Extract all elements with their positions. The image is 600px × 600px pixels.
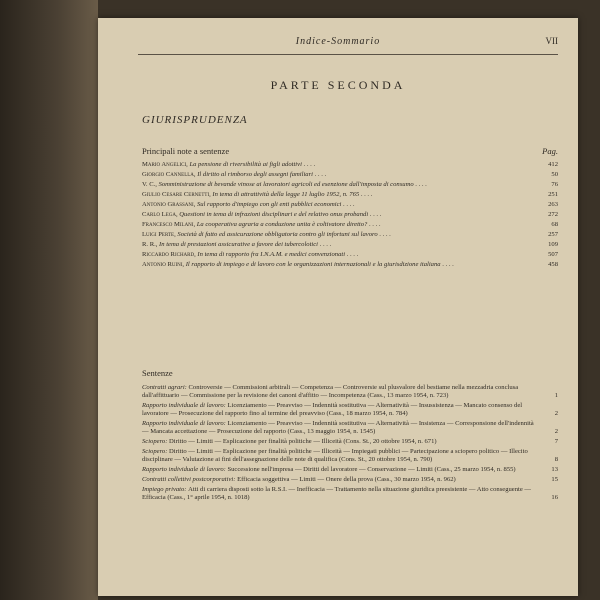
sentenza-text: Licenziamento — Preavviso — Indennità sostitutiva — Alternatività — Insistenza — Corresponsione dell'indennità — Mancata accettazione — Prosecuzione del rapporto (Cass., 13 maggio 1954, n. 1545) bbox=[142, 420, 534, 435]
note-page: 251 bbox=[548, 191, 558, 198]
sentenza-category: Rapporto individuale di lavoro: bbox=[142, 402, 228, 409]
running-head-title: Indice-Sommario bbox=[295, 36, 381, 47]
leader-dots: . . . . bbox=[359, 191, 373, 198]
sentenza-page: 16 bbox=[551, 494, 558, 501]
running-head bbox=[98, 36, 578, 54]
note-title: In tema di rapporto fra I.N.A.M. e medici convenzionati bbox=[197, 251, 346, 258]
note-entry bbox=[142, 201, 558, 209]
page-number: VII bbox=[545, 36, 558, 46]
sentenza-entry bbox=[142, 476, 558, 484]
note-title: In tema di attrattività della legge 11 luglio 1952, n. 765 bbox=[212, 191, 360, 198]
note-page: 257 bbox=[548, 231, 558, 238]
note-author: Giulio Cesare Cernetti, bbox=[142, 191, 213, 198]
note-page: 68 bbox=[551, 221, 558, 228]
leader-dots: . . . . bbox=[341, 201, 355, 208]
note-entry bbox=[142, 181, 558, 189]
note-entry bbox=[142, 211, 558, 219]
book-spine-shadow bbox=[0, 0, 98, 600]
note-title: La pensione di riversibilità ai figli adottivi bbox=[189, 161, 302, 168]
sentenze-heading-row bbox=[142, 368, 558, 378]
header-rule bbox=[138, 54, 558, 55]
sentenza-page: 7 bbox=[554, 438, 558, 445]
leader-dots: . . . . bbox=[318, 241, 332, 248]
note-title: In tema di prestazioni assicurative a favore dei tubercolotici bbox=[159, 241, 319, 248]
sentenza-category: Sciopero: bbox=[142, 438, 170, 445]
sentenza-category: Sciopero: bbox=[142, 448, 170, 455]
note-page: 50 bbox=[551, 171, 558, 178]
note-entry bbox=[142, 191, 558, 199]
sentenza-page: 8 bbox=[554, 456, 558, 463]
note-entry bbox=[142, 171, 558, 179]
sentenza-entry bbox=[142, 384, 558, 400]
sentenze-list bbox=[142, 384, 558, 504]
note-title: Sul rapporto d'impiego con gli enti pubblici economici bbox=[196, 201, 342, 208]
note-author: Mario Angelici, bbox=[142, 161, 190, 168]
section-title: GIURISPRUDENZA bbox=[142, 114, 248, 126]
sentenza-category: Rapporto individuale di lavoro: bbox=[142, 466, 228, 473]
note-author: Antonio Ruini, bbox=[142, 261, 186, 268]
note-entry bbox=[142, 241, 558, 249]
sentenza-entry bbox=[142, 402, 558, 418]
note-title: Il rapporto di impiego e di lavoro con le organizzazioni internazionali e la giurisdizione italiana bbox=[185, 261, 441, 268]
sentenza-text: Diritto — Limiti — Esplicazione per finalità politiche — Illiceità (Cons. St., 20 ottobre 1954, n. 671) bbox=[169, 438, 437, 445]
sentenza-page: 15 bbox=[551, 476, 558, 483]
sentenza-category: Contratti agrari: bbox=[142, 384, 189, 391]
sentenze-heading: Sentenze bbox=[142, 368, 173, 378]
sentenza-entry bbox=[142, 448, 558, 464]
sentenza-page: 2 bbox=[554, 410, 558, 417]
note-author: Carlo Lega, bbox=[142, 211, 180, 218]
sentenza-text: Diritto — Limiti — Esplicazione per finalità politiche — Illiceità — Impiegati pubblici — Partecipazione a sciopero politico — Illecito disciplinare — Valutazione ai fini dell'assegnazione delle note di qualifica (Cons. St., 20 ottobre 1954, n. 790) bbox=[142, 448, 528, 463]
leader-dots: . . . . bbox=[312, 171, 327, 178]
note-author: Giorgio Cannella, bbox=[142, 171, 198, 178]
sentenza-category: Contratti collettivi postcorporativi: bbox=[142, 476, 238, 483]
note-title: Somministrazione di bevande vinose ai lavoratori agricoli ed esenzione dall'imposta di consumo bbox=[158, 181, 414, 188]
note-title: Questioni in tema di infrazioni disciplinari e del relativo onus probandi bbox=[179, 211, 369, 218]
sentenza-text: Efficacia soggettiva — Limiti — Onere della prova (Cass., 30 marzo 1954, n. 962) bbox=[237, 476, 456, 483]
note-page: 263 bbox=[548, 201, 558, 208]
note-page: 76 bbox=[551, 181, 558, 188]
sentenza-text: Atti di carriera disposti sotto la R.S.I. — Inefficacia — Trattamento nella situazione giuridica preesistente — Atto conseguente — Efficacia (Cass., 1° aprile 1954, n. 1018) bbox=[142, 486, 532, 501]
note-author: Luigi Perte, bbox=[142, 231, 178, 238]
note-author: Riccardo Richard, bbox=[142, 251, 198, 258]
sentenza-text: Controversie — Commissioni arbitrali — Competenza — Controversie sul plusvalore del bestiame nella mezzadria conclusa dall'affittuario — Commissione per la revisione dei canoni d'affitto — Incompetenza (Cass., 13 marzo 1954, n. 723) bbox=[142, 384, 519, 399]
note-page: 412 bbox=[548, 161, 558, 168]
sentenza-category: Rapporto individuale di lavoro: bbox=[142, 420, 228, 427]
leader-dots: . . . . bbox=[301, 161, 316, 168]
leader-dots: . . . . bbox=[345, 251, 359, 258]
note-author: V. C., bbox=[142, 181, 159, 188]
note-title: Società di fatto ed assicurazione obbligatoria contro gli infortuni sul lavoro bbox=[177, 231, 378, 238]
book-page bbox=[98, 18, 578, 596]
pag-label: Pag. bbox=[542, 146, 558, 156]
note-entry bbox=[142, 251, 558, 259]
note-entry bbox=[142, 261, 558, 269]
sentenza-text: Licenziamento — Preavviso — Indennità sostitutiva — Alternatività — Insussistenza — Mancato consenso del lavoratore — Prosecuzione del rapporto fino al termine del preavviso (Cass., 18 marzo 1954, n. 784) bbox=[142, 402, 523, 417]
note-author: Antonio Grassani, bbox=[142, 201, 197, 208]
note-page: 507 bbox=[548, 251, 558, 258]
leader-dots: . . . . bbox=[440, 261, 454, 268]
sentenza-entry bbox=[142, 466, 558, 474]
notes-list bbox=[142, 161, 558, 271]
note-title: Il diritto al rimborso degli assegni familiari bbox=[197, 171, 313, 178]
sentenza-page: 13 bbox=[551, 466, 558, 473]
part-title: PARTE SECONDA bbox=[270, 78, 406, 92]
note-entry bbox=[142, 221, 558, 229]
note-page: 458 bbox=[548, 261, 558, 268]
note-entry bbox=[142, 161, 558, 169]
note-page: 272 bbox=[548, 211, 558, 218]
leader-dots: . . . . bbox=[377, 231, 391, 238]
sentenza-entry bbox=[142, 438, 558, 446]
leader-dots: . . . . bbox=[368, 211, 382, 218]
sentenza-category: Impiego privato: bbox=[142, 486, 189, 493]
sentenza-page: 1 bbox=[554, 392, 558, 399]
notes-heading-row bbox=[142, 146, 558, 156]
note-page: 109 bbox=[548, 241, 558, 248]
sentenza-page: 2 bbox=[554, 428, 558, 435]
sentenza-entry bbox=[142, 420, 558, 436]
sentenza-text: Successione nell'impresa — Diritti del lavoratore — Conservazione — Limiti (Cass., 25 marzo 1954, n. 855) bbox=[227, 466, 516, 473]
sentenza-entry bbox=[142, 486, 558, 502]
note-author: Francesco Milani, bbox=[142, 221, 197, 228]
note-title: La cooperativa agraria a conduzione unita è coltivatore diretto? bbox=[196, 221, 368, 228]
notes-heading: Principali note a sentenze bbox=[142, 146, 230, 156]
note-author: R. R., bbox=[142, 241, 160, 248]
note-entry bbox=[142, 231, 558, 239]
leader-dots: . . . . bbox=[413, 181, 427, 188]
leader-dots: . . . . bbox=[367, 221, 381, 228]
